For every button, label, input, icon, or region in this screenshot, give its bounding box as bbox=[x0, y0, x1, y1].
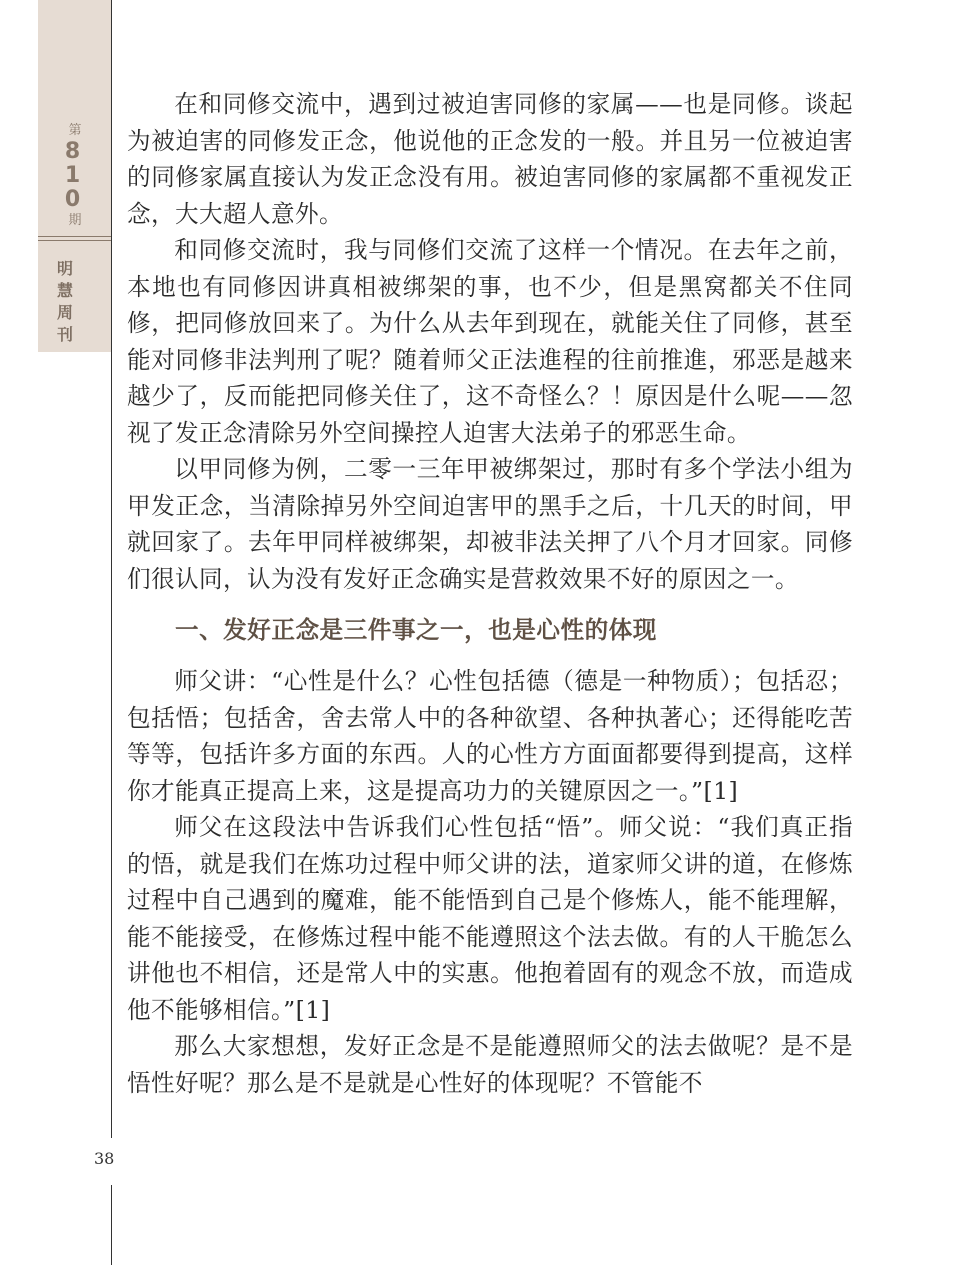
publication-char: 刊 bbox=[56, 325, 73, 344]
sidebar-tab bbox=[38, 0, 112, 352]
section-heading: 一、发好正念是三件事之一，也是心性的体现 bbox=[175, 616, 657, 644]
margin-rule-upper bbox=[111, 0, 112, 1138]
publication-char: 明 bbox=[56, 259, 73, 278]
paragraph: 在和同修交流中，遇到过被迫害同修的家属——也是同修。谈起为被迫害的同修发正念，他说他的正念发的一般。并且另一位被迫害的同修家属直接认为发正念没有用。被迫害同修的家属都不重视发正念，大大超人意外。 bbox=[127, 90, 853, 228]
issue-digit: 1 bbox=[64, 163, 81, 188]
paragraph: 和同修交流时，我与同修们交流了这样一个情况。在去年之前，本地也有同修因讲真相被绑架的事，也不少，但是黑窝都关不住同修，把同修放回来了。为什么从去年到现在，就能关住了同修，甚至能对同修非法判刑了呢？随着师父正法進程的往前推進，邪恶是越来越少了，反而能把同修关住了，这不奇怪么？！原因是什么呢——忽视了发正念清除另外空间操控人迫害大法弟子的邪恶生命。 bbox=[127, 236, 853, 447]
publication-char: 慧 bbox=[56, 281, 73, 300]
paragraph: 以甲同修为例，二零一三年甲被绑架过，那时有多个学法小组为甲发正念，当清除掉另外空间迫害甲的黑手之后，十几天的时间，甲就回家了。去年甲同样被绑架，却被非法关押了八个月才回家。同修们很认同，认为没有发好正念确实是营救效果不好的原因之一。 bbox=[127, 455, 853, 593]
publication-name bbox=[28, 258, 102, 346]
paragraph: 师父在这段法中告诉我们心性包括“悟”。师父说：“我们真正指的悟，就是我们在炼功过程中师父讲的法，道家师父讲的道，在修炼过程中自己遇到的魔难，能不能悟到自己是个修炼人，能不能理解，能不能接受，在修炼过程中能不能遵照这个法去做。有的人干脆怎么讲他也不相信，还是常人中的实惠。他抱着固有的观念不放，而造成他不能够相信。”[1] bbox=[127, 813, 853, 1024]
issue-suffix: 期 bbox=[68, 213, 82, 228]
article-body bbox=[127, 86, 853, 1101]
publication-char: 周 bbox=[56, 303, 73, 322]
tab-divider bbox=[38, 236, 112, 237]
issue-prefix: 第 bbox=[68, 123, 82, 138]
page-number: 38 bbox=[94, 1149, 115, 1168]
tab-divider bbox=[38, 240, 112, 241]
margin-rule-lower bbox=[111, 1185, 112, 1265]
paragraph: 那么大家想想，发好正念是不是能遵照师父的法去做呢？是不是悟性好呢？那么是不是就是心性好的体现呢？不管能不 bbox=[127, 1032, 853, 1097]
issue-digit: 0 bbox=[64, 187, 81, 212]
paragraph: 师父讲：“心性是什么？心性包括德（德是一种物质）；包括忍；包括悟；包括舍，舍去常人中的各种欲望、各种执著心；还得能吃苦等等，包括许多方面的东西。人的心性方方面面都要得到提高，这样你才能真正提高上来，这是提高功力的关键原因之一。”[1] bbox=[127, 667, 853, 805]
issue-label bbox=[38, 122, 112, 230]
issue-digit: 8 bbox=[64, 139, 81, 164]
